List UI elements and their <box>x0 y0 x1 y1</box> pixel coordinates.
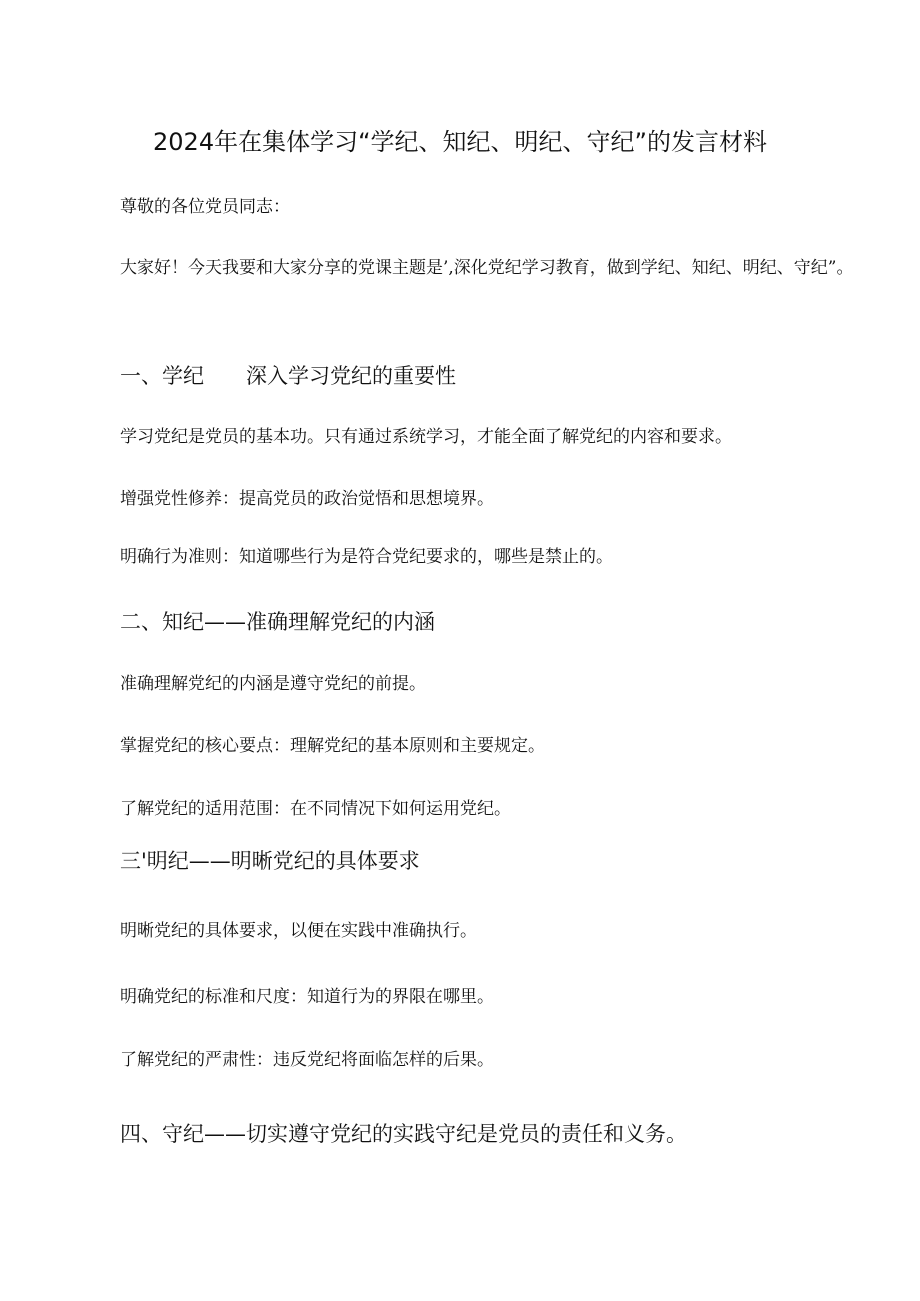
section-1-paragraph-1: 学习党纪是党员的基本功。只有通过系统学习，才能全面了解党纪的内容和要求。 <box>120 427 732 447</box>
section-2-paragraph-3: 了解党纪的适用范围：在不同情况下如何运用党纪。 <box>120 799 511 819</box>
section-1-heading: 一、学纪 深入学习党纪的重要性 <box>120 364 456 388</box>
section-2-paragraph-1: 准确理解党纪的内涵是遵守党纪的前提。 <box>120 674 426 694</box>
section-3-paragraph-1: 明晰党纪的具体要求，以便在实践中准确执行。 <box>120 921 477 941</box>
section-3-paragraph-2: 明确党纪的标准和尺度：知道行为的界限在哪里。 <box>120 987 494 1007</box>
section-2-paragraph-2: 掌握党纪的核心要点：理解党纪的基本原则和主要规定。 <box>120 736 545 756</box>
section-1-paragraph-3: 明确行为准则：知道哪些行为是符合党纪要求的，哪些是禁止的。 <box>120 547 613 567</box>
greeting: 尊敬的各位党员同志： <box>120 197 290 217</box>
section-3-paragraph-3: 了解党纪的严肃性：违反党纪将面临怎样的后果。 <box>120 1050 494 1070</box>
section-2-heading: 二、知纪——准确理解党纪的内涵 <box>120 610 435 634</box>
section-3-heading: 三'明纪——明晰党纪的具体要求 <box>120 849 420 873</box>
document-title: 2024年在集体学习“学纪、知纪、明纪、守纪”的发言材料 <box>153 128 767 156</box>
section-4-heading: 四、守纪——切实遵守党纪的实践守纪是党员的责任和义务。 <box>120 1122 687 1146</box>
intro-paragraph: 大家好！今天我要和大家分享的党课主题是’,深化党纪学习教育，做到学纪、知纪、明纪、守纪”。 <box>120 258 854 278</box>
section-1-paragraph-2: 增强党性修养：提高党员的政治觉悟和思想境界。 <box>120 489 494 509</box>
